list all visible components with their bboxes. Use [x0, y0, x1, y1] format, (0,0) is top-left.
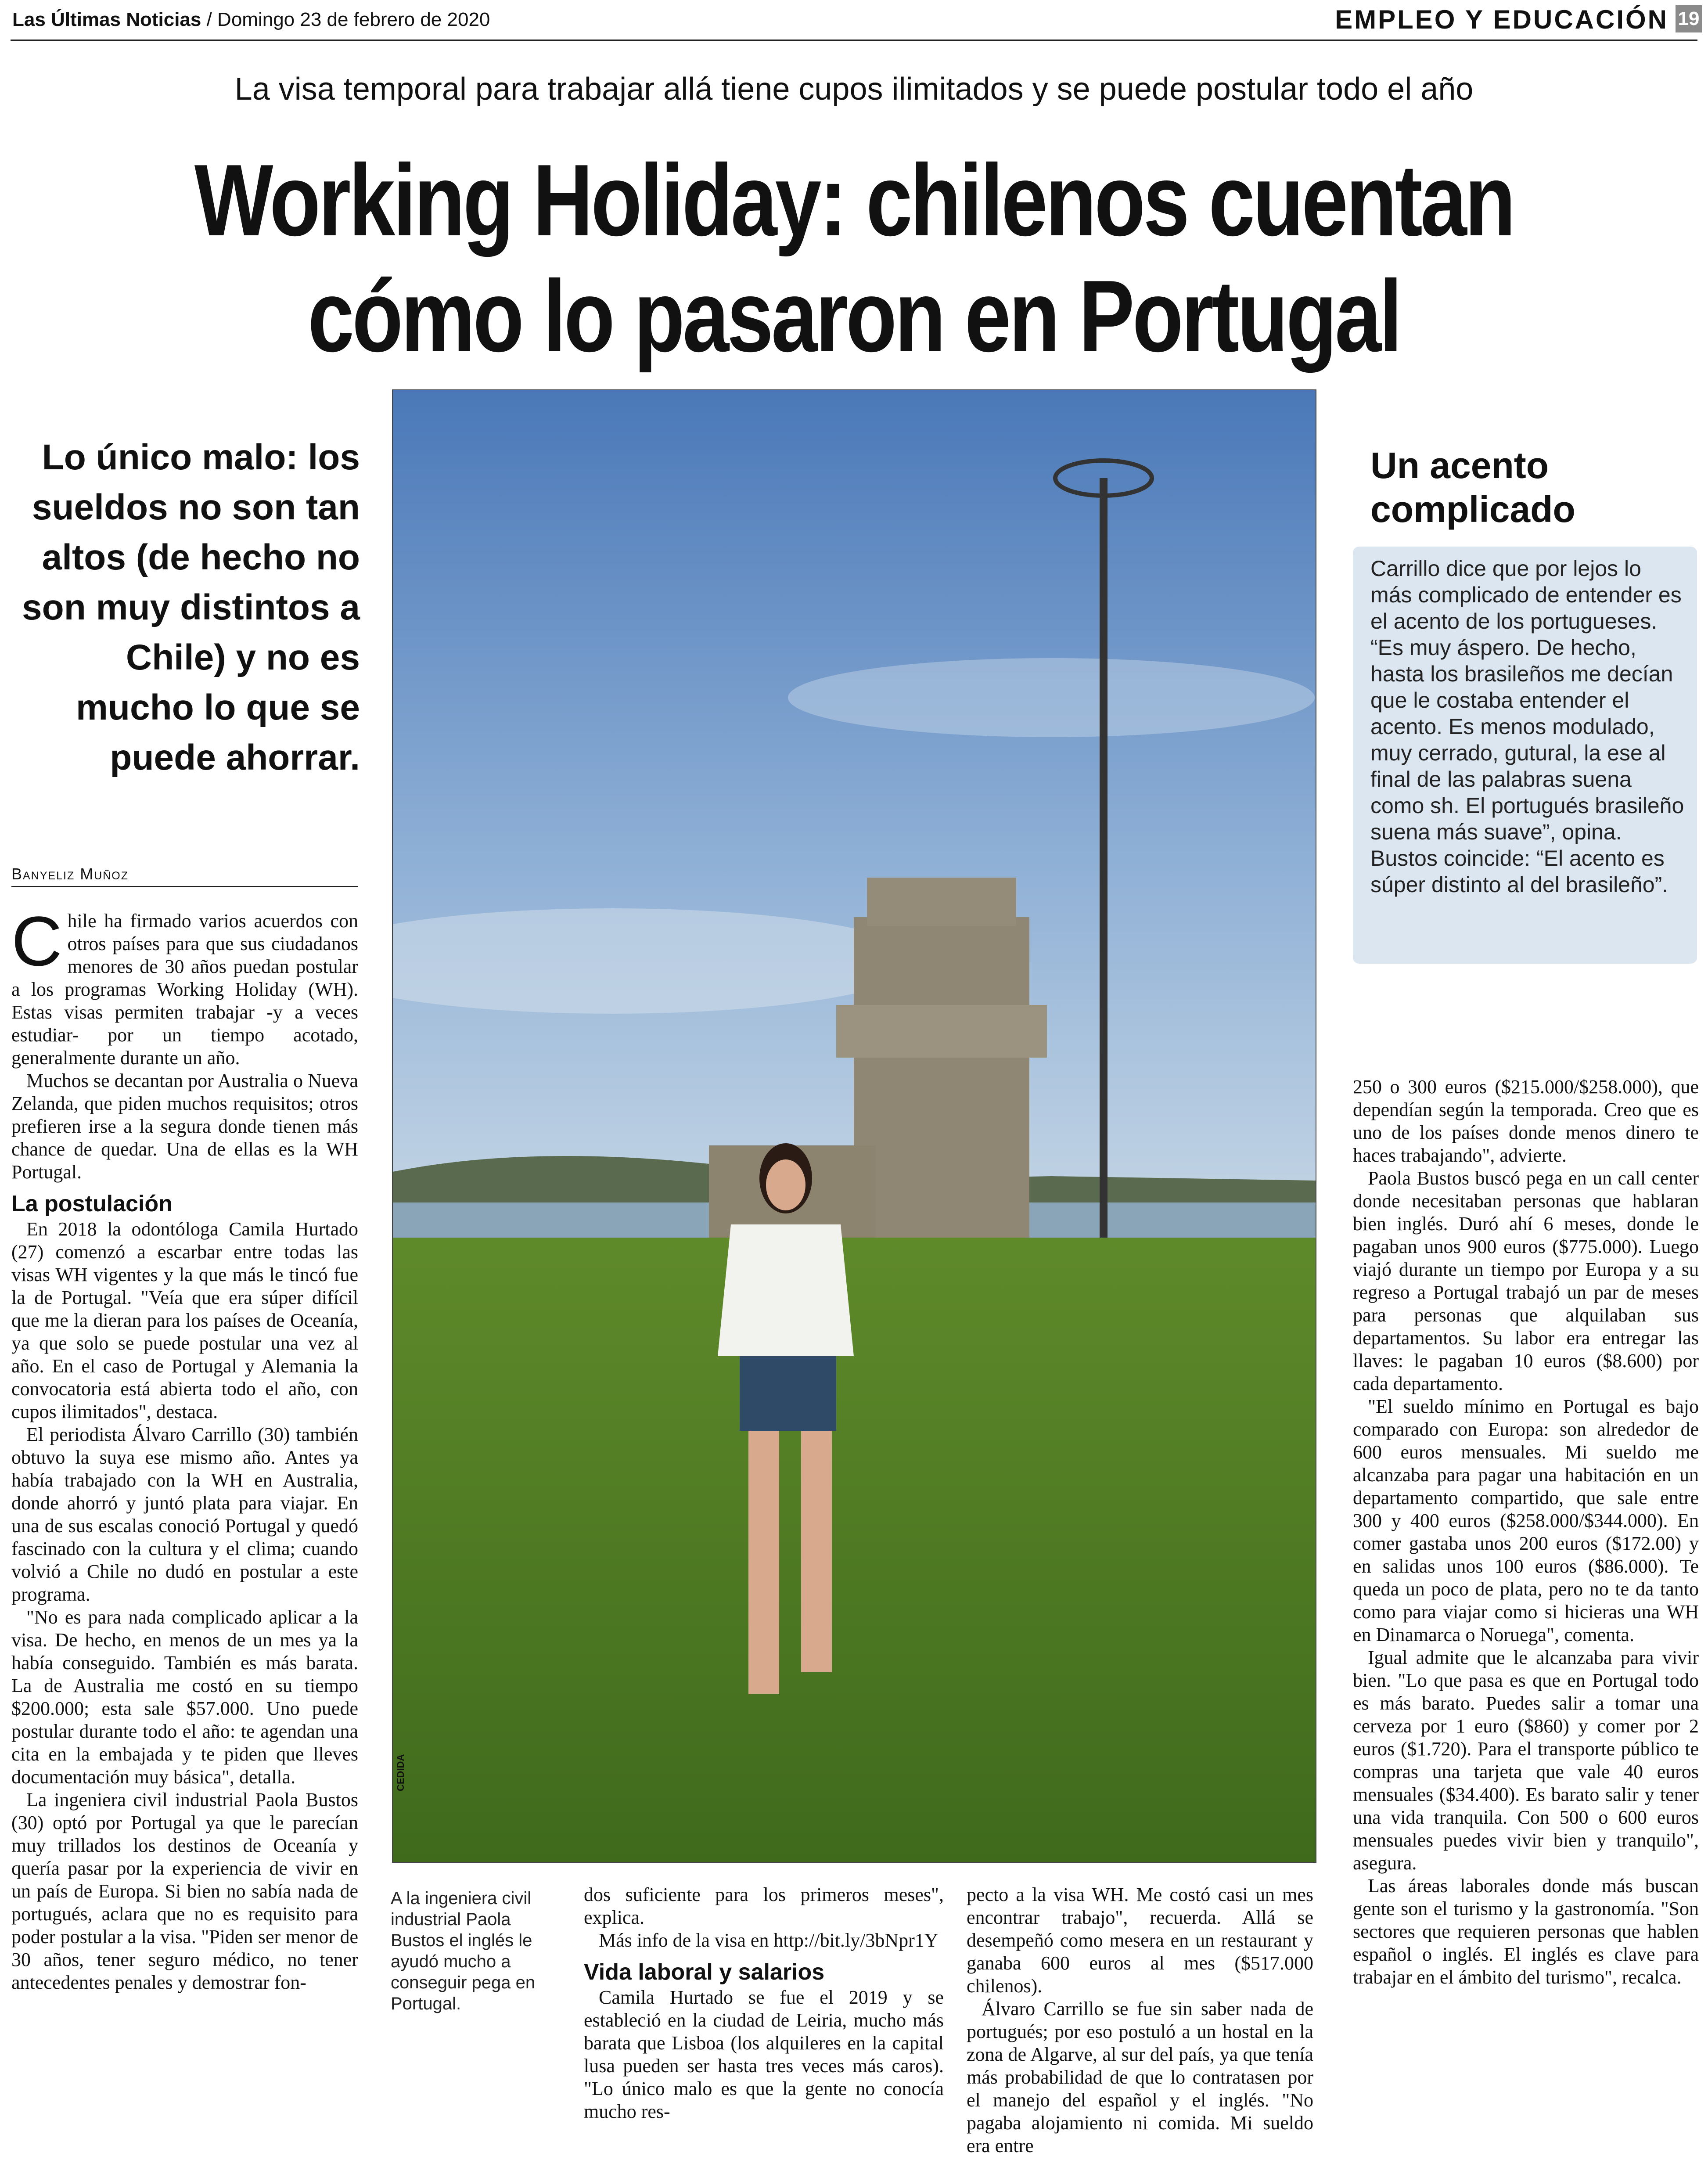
article-column-1	[11, 910, 358, 2174]
subhead-vida-laboral: Vida laboral y salarios	[584, 1959, 825, 1985]
drop-cap: C	[11, 910, 62, 980]
paper-name: Las Últimas Noticias	[12, 9, 201, 30]
masthead	[12, 9, 490, 31]
article-photo	[392, 389, 1316, 1863]
headline	[154, 143, 1554, 374]
sidebar-title: Un acento complicado	[1370, 445, 1575, 530]
paragraph: dos suficiente para los primeros meses", explica.	[584, 1884, 944, 1928]
paragraph: "No es para nada complicado aplicar a la visa. De hecho, en menos de un mes ya la había conseguido. También es más barata. La de Australia me costó en su tiempo $200.000; esta sale $57.000. Uno puede postular durante todo el año: te agendan una cita en la embajada y te piden que lleves documentación muy básica", detalla.	[11, 1606, 358, 1788]
paragraph: La ingeniera civil industrial Paola Bustos (30) optó por Portugal ya que le parecían muy trillados los destinos de Oceanía y quería pasar por la experiencia de vivir en un país de Europa. Si bien no sabía nada de portugués, aclara que no es requisito para poder postular a la visa. "Piden ser menor de 30 años, tener seguro médico, no tener antecedentes penales y demostrar fon-	[11, 1789, 358, 1993]
pull-quote: Lo único malo: los sueldos no son tan altos (de hecho no son muy distintos a Chile) y no es mucho lo que se puede ahorrar.	[22, 437, 360, 778]
paragraph: pecto a la visa WH. Me costó casi un mes encontrar trabajo", recuerda. Allá se desempeñó como mesera en un restaurant y ganaba 600 euros al mes ($517.000 chilenos).	[967, 1884, 1313, 1997]
lead-text: hile ha firmado varios acuerdos con otros países para que sus ciudadanos menores de 30 años puedan postular a los programas Working Holiday (WH). Estas visas permiten trabajar -y a veces estudiar- por un tiempo acotado, generalmente durante un año.	[11, 910, 358, 1069]
paragraph: Las áreas laborales donde más buscan gente son el turismo y la gastronomía. "Son sectores que requieren personas que hablen español o inglés. El inglés es clave para trabajar en el ámbito del turismo", recalca.	[1353, 1875, 1699, 1988]
paragraph: 250 o 300 euros ($215.000/$258.000), que dependían según la temporada. Creo que es uno de los países donde menos dinero te haces trabajando", advierte.	[1353, 1076, 1699, 1166]
article-column-3	[967, 1883, 1313, 2178]
byline-rule	[11, 886, 358, 887]
sidebar-text: Carrillo dice que por lejos lo más complicado de entender es el acento de los portugueses. “Es muy áspero. De hecho, hasta los brasileños me decían que le costaba entender el acento. Es menos modulado, muy cerrado, gutural, la ese al final de las palabras suena como sh. El portugués brasileño suena más suave”, opina. Bustos coincide: “El acento es súper distinto al del brasileño”.	[1370, 556, 1684, 897]
page-number: 19	[1676, 5, 1702, 32]
photo-credit: CEDIDA	[395, 1754, 406, 1791]
article-column-4	[1353, 1076, 1699, 2173]
paragraph: Álvaro Carrillo se fue sin saber nada de portugués; por eso postuló a un hostal en la zona de Algarve, al sur del país, ya que tenía más probabilidad de que lo contratasen por el manejo del español y el inglés. "No pagaba alojamiento ni comida. Mi sueldo era entre	[967, 1998, 1313, 2156]
paragraph: Paola Bustos buscó pega en un call center donde necesitaban personas que hablaran bien inglés. Duró ahí 6 meses, donde le pagaban unos 900 euros ($775.000). Luego viajó durante un tiempo por Europa y a su regreso a Portugal trabajó un par de meses para personas que alquilaban sus departamentos. Su labor era entregar las llaves: le pagaban 10 euros ($8.600) por cada departamento.	[1353, 1167, 1699, 1394]
byline: Banyeliz Muñoz	[11, 865, 129, 883]
article-column-2	[584, 1883, 944, 2178]
paragraph: Igual admite que le alcanzaba para vivir bien. "Lo que pasa es que en Portugal todo es más barato. Puedes salir a tomar una cerveza por 1 euro ($860) y comer por 2 euros ($1.720). Para el transporte público te compras una tarjeta que vale 40 euros mensuales ($34.400). Es barato salir y tener una vida tranquila. Con 500 o 600 euros mensuales puedes vivir bien y tranquilo", asegura.	[1353, 1647, 1699, 1874]
paragraph: El periodista Álvaro Carrillo (30) también obtuvo la suya ese mismo año. Antes ya había trabajado con la WH en Australia, donde ahorró y juntó plata para viajar. En una de sus escalas conoció Portugal y quedó fascinado con la cultura y el clima; cuando volvió a Chile no dudó en postular a este programa.	[11, 1424, 358, 1605]
paragraph: "El sueldo mínimo en Portugal es bajo comparado con Europa: son alrededor de 600 euros mensuales. Mi sueldo me alcanzaba para pagar una habitación en un departamento compartido, que sale entre 300 y 400 euros ($258.000/$344.000). En comer gastaba unos 200 euros ($172.00) y en salidas unos 100 euros ($86.000). Te queda un poco de plata, pero no te da tanto como para viajar como si hicieras una WH en Dinamarca o Noruega", comenta.	[1353, 1396, 1699, 1645]
headline-line-2: cómo lo pasaron en Portugal	[308, 259, 1400, 373]
kicker: La visa temporal para trabajar allá tiene cupos ilimitados y se puede postular todo el año	[234, 72, 1474, 107]
photo-belem-tower	[393, 390, 1316, 1862]
paragraph: Camila Hurtado se fue el 2019 y se estableció en la ciudad de Leiria, mucho más barata que Lisboa (los alquileres en la capital lusa pueden ser hasta tres veces más caros). "Lo único malo es que la gente no conocía mucho res-	[584, 1987, 944, 2122]
photo-caption: A la ingeniera civil industrial Paola Bustos el inglés le ayudó mucho a conseguir pega en Portugal.	[391, 1889, 536, 2013]
header-rule	[11, 40, 1697, 41]
headline-line-1: Working Holiday: chilenos cuentan	[194, 144, 1514, 257]
paragraph-link[interactable]: Más info de la visa en http://bit.ly/3bNpr1Y	[599, 1930, 939, 1951]
lead-paragraph	[11, 910, 358, 1069]
paragraph: En 2018 la odontóloga Camila Hurtado (27) comenzó a escarbar entre todas las visas WH vigentes y la que más le tincó fue la de Portugal. "Veía que era súper difícil que me la dieran para los países de Oceanía, ya que solo se puede postular una vez al año. En el caso de Portugal y Alemania la convocatoria está abierta todo el año, con cupos ilimitados", destaca.	[11, 1218, 358, 1422]
issue-date: / Domingo 23 de febrero de 2020	[206, 9, 490, 30]
paragraph: Muchos se decantan por Australia o Nueva Zelanda, que piden muchos requisitos; otros prefieren irse a la segura donde tienen más chance de quedar. Una de ellas es la WH Portugal.	[11, 1070, 358, 1183]
subhead-postulacion: La postulación	[11, 1191, 173, 1217]
section-name: EMPLEO Y EDUCACIÓN	[1335, 5, 1668, 34]
